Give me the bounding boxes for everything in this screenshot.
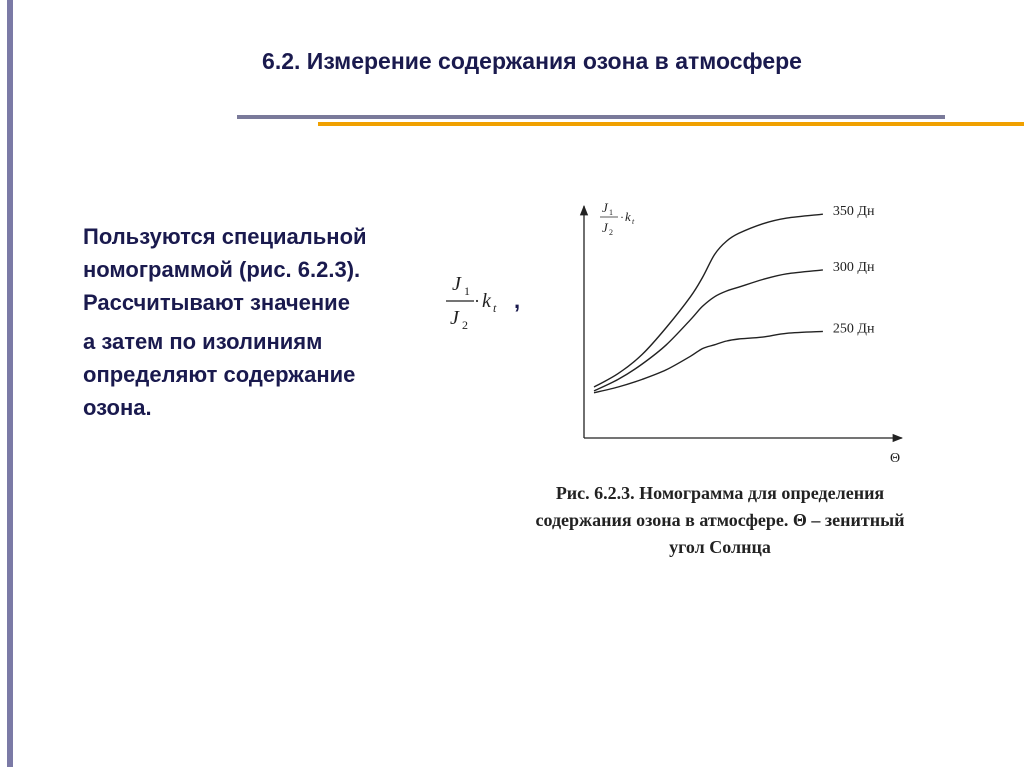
caption-line-3: угол Солнца	[669, 537, 771, 557]
title-rule-gray	[237, 115, 945, 119]
caption-line-1: Рис. 6.2.3. Номограмма для определения	[555, 483, 885, 503]
y-label-den-sub: 2	[609, 228, 613, 237]
body-line-3: Рассчитывают значение	[83, 290, 350, 315]
y-label-k-sub: t	[632, 217, 635, 226]
formula-numerator-sub: 1	[464, 284, 470, 298]
body-line-1: Пользуются специальной	[83, 224, 367, 249]
formula-denominator-sub: 2	[462, 318, 468, 332]
series-label-3: 250 Дн	[832, 321, 875, 337]
y-label-num-sub: 1	[609, 208, 613, 217]
x-axis-label: Θ	[890, 451, 901, 466]
series-label-2: 300 Дн	[832, 259, 875, 275]
body-paragraph	[83, 220, 443, 424]
series-line-3	[594, 331, 823, 392]
formula-k-sub: t	[493, 301, 497, 315]
body-line-5: определяют содержание	[83, 362, 356, 387]
formula-comma: ,	[514, 288, 521, 313]
series-layer	[594, 204, 875, 393]
figure-caption	[470, 480, 970, 561]
y-axis-label	[600, 200, 635, 237]
title-rule-orange	[318, 122, 1024, 126]
formula-numerator: J	[452, 273, 461, 295]
y-label-den: J	[602, 220, 608, 235]
nomogram-chart	[560, 190, 920, 470]
body-line-6: озона.	[83, 395, 152, 420]
y-label-num: J	[602, 200, 608, 215]
series-line-2	[594, 270, 823, 391]
ratio-formula	[440, 268, 530, 334]
series-label-1: 350 Дн	[832, 204, 875, 220]
formula-k: k	[482, 290, 491, 312]
body-line-4: а затем по изолиниям	[83, 329, 323, 354]
formula-denominator: J	[450, 307, 459, 329]
y-label-dot: ·	[620, 210, 624, 224]
body-line-2: номограммой (рис. 6.2.3).	[83, 257, 361, 282]
formula-dot: ·	[474, 291, 480, 311]
caption-line-2: содержания озона в атмосфере. Θ – зенитный	[535, 510, 905, 530]
page-title: 6.2. Измерение содержания озона в атмосфере	[262, 48, 802, 74]
left-accent-bar	[7, 0, 13, 767]
y-label-k: k	[625, 209, 631, 224]
